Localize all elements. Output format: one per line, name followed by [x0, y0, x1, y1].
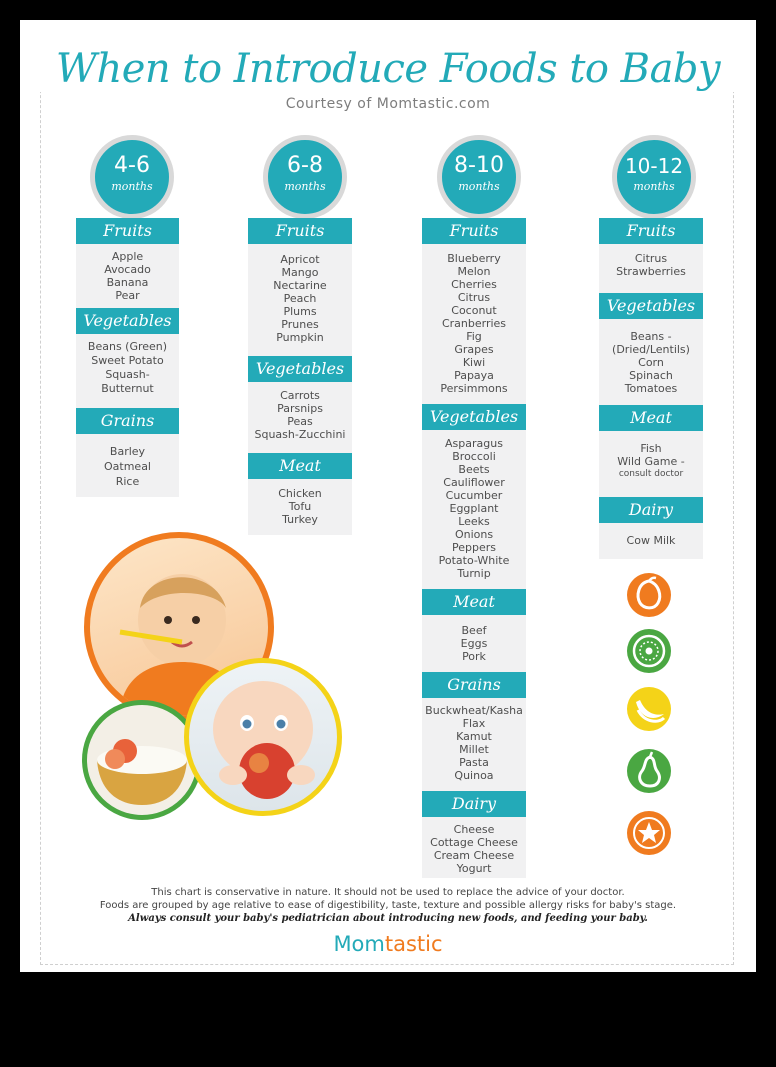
- group-header-vegetables: Vegetables: [248, 356, 352, 382]
- age-badge-8-10: [437, 135, 521, 219]
- group-header-dairy: Dairy: [422, 791, 526, 817]
- age-range: 4-6: [114, 153, 150, 178]
- food-item: Grapes: [454, 343, 494, 356]
- disclaimer-line-3: Always consult your baby's pediatrician about introducing new foods, and feeding your baby.: [128, 913, 648, 924]
- food-item: Papaya: [454, 369, 494, 382]
- age-badge-10-12: [612, 135, 696, 219]
- age-range: 6-8: [287, 153, 323, 178]
- food-item: Beans (Green): [87, 340, 168, 353]
- banana-icon: [626, 686, 672, 732]
- food-item: Sweet Potato: [91, 354, 164, 367]
- group-header-grains: Grains: [76, 408, 179, 434]
- food-item: Pork: [462, 650, 486, 663]
- food-item: Peach: [283, 292, 317, 305]
- food-item: Pear: [115, 289, 140, 302]
- food-item: Plums: [283, 305, 317, 318]
- starfruit-icon: [626, 810, 672, 856]
- item-list-fruits: [76, 250, 179, 302]
- food-item: Apricot: [280, 253, 320, 266]
- item-list-vegetables: [422, 437, 526, 580]
- food-item: Avocado: [104, 263, 151, 276]
- page-title: When to Introduce Foods to Baby: [20, 46, 756, 92]
- disclaimer-line-1: This chart is conservative in nature. It should not be used to replace the advice of your doctor.: [151, 887, 625, 898]
- food-item: Cow Milk: [626, 534, 676, 547]
- food-item: Potato-White: [438, 554, 510, 567]
- item-list-dairy: [422, 823, 526, 875]
- food-item: Tofu: [288, 500, 312, 513]
- food-item: Nectarine: [273, 279, 327, 292]
- food-item: Buckwheat/Kasha: [425, 704, 523, 717]
- food-item: Blueberry: [447, 252, 501, 265]
- disclaimer-line-2: Foods are grouped by age relative to ease of digestibility, taste, texture and possible allergy risks for baby's stage.: [99, 900, 677, 911]
- food-item: Asparagus: [445, 437, 503, 450]
- food-item: Chicken: [278, 487, 322, 500]
- food-bowl-photo: [82, 700, 202, 820]
- group-header-meat: Meat: [599, 405, 703, 431]
- food-item: Yogurt: [456, 862, 492, 875]
- item-list-fruits: [422, 252, 526, 395]
- food-item: Melon: [457, 265, 491, 278]
- food-item: Oatmeal: [104, 460, 151, 473]
- age-badge-6-8: [263, 135, 347, 219]
- food-item: Banana: [106, 276, 149, 289]
- item-list-grains: [76, 444, 179, 489]
- food-item: Millet: [459, 743, 489, 756]
- food-item: Turnip: [457, 567, 491, 580]
- food-item: Peppers: [452, 541, 496, 554]
- age-unit: months: [284, 180, 326, 193]
- group-header-vegetables: Vegetables: [422, 404, 526, 430]
- food-item: Broccoli: [452, 450, 496, 463]
- food-item: Parsnips: [277, 402, 323, 415]
- item-list-vegetables: [76, 340, 179, 396]
- item-list-vegetables: [248, 389, 352, 441]
- food-item: Leeks: [458, 515, 490, 528]
- item-list-meat: [422, 624, 526, 663]
- age-unit: months: [111, 180, 153, 193]
- food-item: Prunes: [281, 318, 319, 331]
- food-item: Cauliflower: [443, 476, 505, 489]
- food-item: Cranberries: [441, 317, 507, 330]
- food-item: Eggplant: [449, 502, 499, 515]
- kiwi-icon: [626, 628, 672, 674]
- group-header-dairy: Dairy: [599, 497, 703, 523]
- age-range: 8-10: [454, 153, 504, 178]
- item-list-meat: [599, 442, 703, 481]
- food-item: Eggs: [460, 637, 488, 650]
- food-item: Corn: [638, 356, 664, 369]
- food-item: Cucumber: [445, 489, 503, 502]
- item-list-meat: [248, 487, 352, 526]
- food-item: Beef: [461, 624, 487, 637]
- food-item: (Dried/Lentils): [612, 343, 690, 356]
- item-list-fruits: [248, 253, 352, 344]
- logo-part-1: Mom: [333, 932, 385, 956]
- group-header-fruits: Fruits: [76, 218, 179, 244]
- age-unit: months: [458, 180, 500, 193]
- food-item: Spinach: [629, 369, 673, 382]
- food-item: Fig: [466, 330, 482, 343]
- item-list-fruits: [599, 252, 703, 278]
- peach-icon: [626, 572, 672, 618]
- food-item: Persimmons: [440, 382, 508, 395]
- food-item: Onions: [454, 528, 494, 541]
- food-item: Beets: [458, 463, 490, 476]
- food-item: Wild Game -: [617, 455, 685, 468]
- page-subtitle: Courtesy of Momtastic.com: [285, 96, 491, 112]
- food-item: Barley: [109, 445, 146, 458]
- group-header-fruits: Fruits: [599, 218, 703, 244]
- food-item: Quinoa: [454, 769, 494, 782]
- age-badge-4-6: [90, 135, 174, 219]
- food-item: Citrus: [457, 291, 491, 304]
- group-header-grains: Grains: [422, 672, 526, 698]
- group-header-fruits: Fruits: [422, 218, 526, 244]
- infographic-poster: [20, 20, 756, 972]
- food-item: Strawberries: [616, 265, 686, 278]
- baby-apple-photo: [184, 658, 342, 816]
- food-item-note: consult doctor: [618, 469, 684, 479]
- food-item: Mango: [281, 266, 319, 279]
- food-item: Tomatoes: [624, 382, 678, 395]
- group-header-vegetables: Vegetables: [599, 293, 703, 319]
- food-item: Fish: [640, 442, 662, 455]
- food-item: Rice: [115, 475, 140, 488]
- food-item: Citrus: [634, 252, 668, 265]
- group-header-meat: Meat: [248, 453, 352, 479]
- group-header-vegetables: Vegetables: [76, 308, 179, 334]
- group-header-meat: Meat: [422, 589, 526, 615]
- item-list-dairy: [599, 534, 703, 547]
- food-item: Turkey: [282, 513, 318, 526]
- food-item: Squash-Zucchini: [254, 428, 346, 441]
- food-item: Kiwi: [462, 356, 486, 369]
- food-item: Beans -: [630, 330, 672, 343]
- bowl-illustration: [87, 705, 197, 815]
- age-unit: months: [633, 180, 675, 193]
- food-item: Kamut: [456, 730, 492, 743]
- age-range: 10-12: [624, 154, 684, 178]
- food-item: Pumpkin: [276, 331, 324, 344]
- food-item: Cherries: [451, 278, 497, 291]
- food-item: Squash-: [105, 368, 150, 381]
- food-item: Coconut: [451, 304, 497, 317]
- food-item: Pasta: [459, 756, 489, 769]
- food-item: Cottage Cheese: [430, 836, 518, 849]
- food-item: Apple: [111, 250, 144, 263]
- food-item: Flax: [462, 717, 486, 730]
- food-item: Butternut: [101, 382, 154, 395]
- food-item: Cream Cheese: [433, 849, 515, 862]
- logo-part-2: tastic: [384, 932, 443, 956]
- pear-icon: [626, 748, 672, 794]
- group-header-fruits: Fruits: [248, 218, 352, 244]
- food-item: Carrots: [280, 389, 320, 402]
- item-list-grains: [422, 704, 526, 782]
- momtastic-logo: [20, 932, 756, 956]
- baby-boy-illustration: [189, 663, 337, 811]
- food-item: Cheese: [453, 823, 495, 836]
- item-list-vegetables: [599, 330, 703, 395]
- food-item: Peas: [287, 415, 313, 428]
